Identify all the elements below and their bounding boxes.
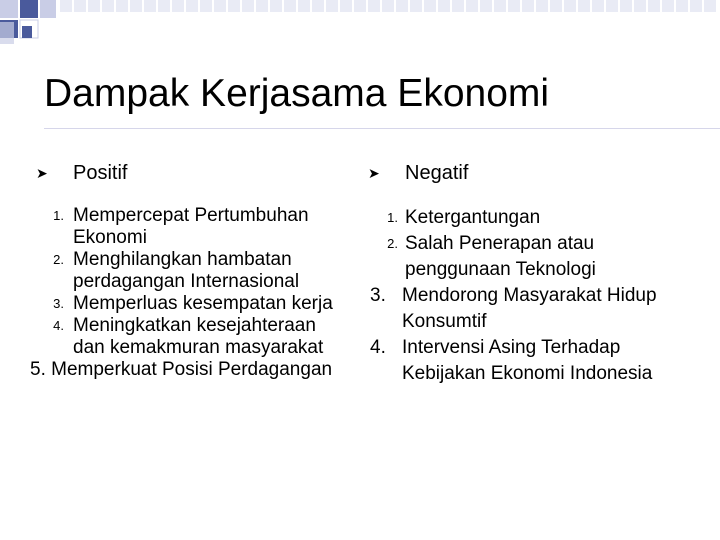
item-text: Memperkuat Posisi Perdagangan xyxy=(51,359,333,380)
item-text: Intervensi Asing Terhadap Kebijakan Ekonomi Indonesia xyxy=(402,337,653,384)
positive-heading-label: Positif xyxy=(73,162,128,184)
list-item xyxy=(30,293,350,315)
item-text: Ketergantungan xyxy=(405,207,541,228)
item-number: 4. xyxy=(370,337,386,358)
negative-heading-label: Negatif xyxy=(405,162,469,184)
arrowhead-bullet-icon: ➤ xyxy=(368,165,380,181)
negative-list xyxy=(362,205,702,387)
item-text: Menghilangkan hambatan perdagangan Internasional xyxy=(73,249,300,292)
list-item xyxy=(30,249,350,293)
list-item xyxy=(30,359,350,381)
title-divider xyxy=(44,128,720,129)
item-number: 1. xyxy=(53,208,64,223)
item-text: Mempercepat Pertumbuhan Ekonomi xyxy=(73,205,309,248)
slide-title: Dampak Kerjasama Ekonomi xyxy=(44,72,550,115)
list-item xyxy=(362,205,702,231)
item-number: 3. xyxy=(53,296,64,311)
list-item xyxy=(362,231,702,283)
arrowhead-bullet-icon: ➤ xyxy=(36,165,48,181)
item-number: 3. xyxy=(370,285,386,306)
item-text: Meningkatkan kesejahteraan dan kemakmuran masyarakat xyxy=(73,315,324,358)
decorative-squares xyxy=(0,0,720,44)
negative-column xyxy=(362,153,702,387)
item-number: 5. xyxy=(30,359,46,380)
positive-list xyxy=(30,205,350,381)
item-number: 4. xyxy=(53,318,64,333)
list-item xyxy=(362,283,702,335)
list-item xyxy=(30,205,350,249)
positive-heading xyxy=(30,153,350,193)
item-text: Mendorong Masyarakat Hidup Konsumtif xyxy=(402,285,657,332)
item-number: 1. xyxy=(387,210,398,225)
item-number: 2. xyxy=(387,236,398,251)
item-number: 2. xyxy=(53,252,64,267)
list-item xyxy=(30,315,350,359)
item-text: Salah Penerapan atau penggunaan Teknologi xyxy=(405,233,596,280)
item-text: Memperluas kesempatan kerja xyxy=(73,293,333,314)
positive-column xyxy=(30,153,350,381)
list-item xyxy=(362,335,702,387)
negative-heading xyxy=(362,153,702,193)
